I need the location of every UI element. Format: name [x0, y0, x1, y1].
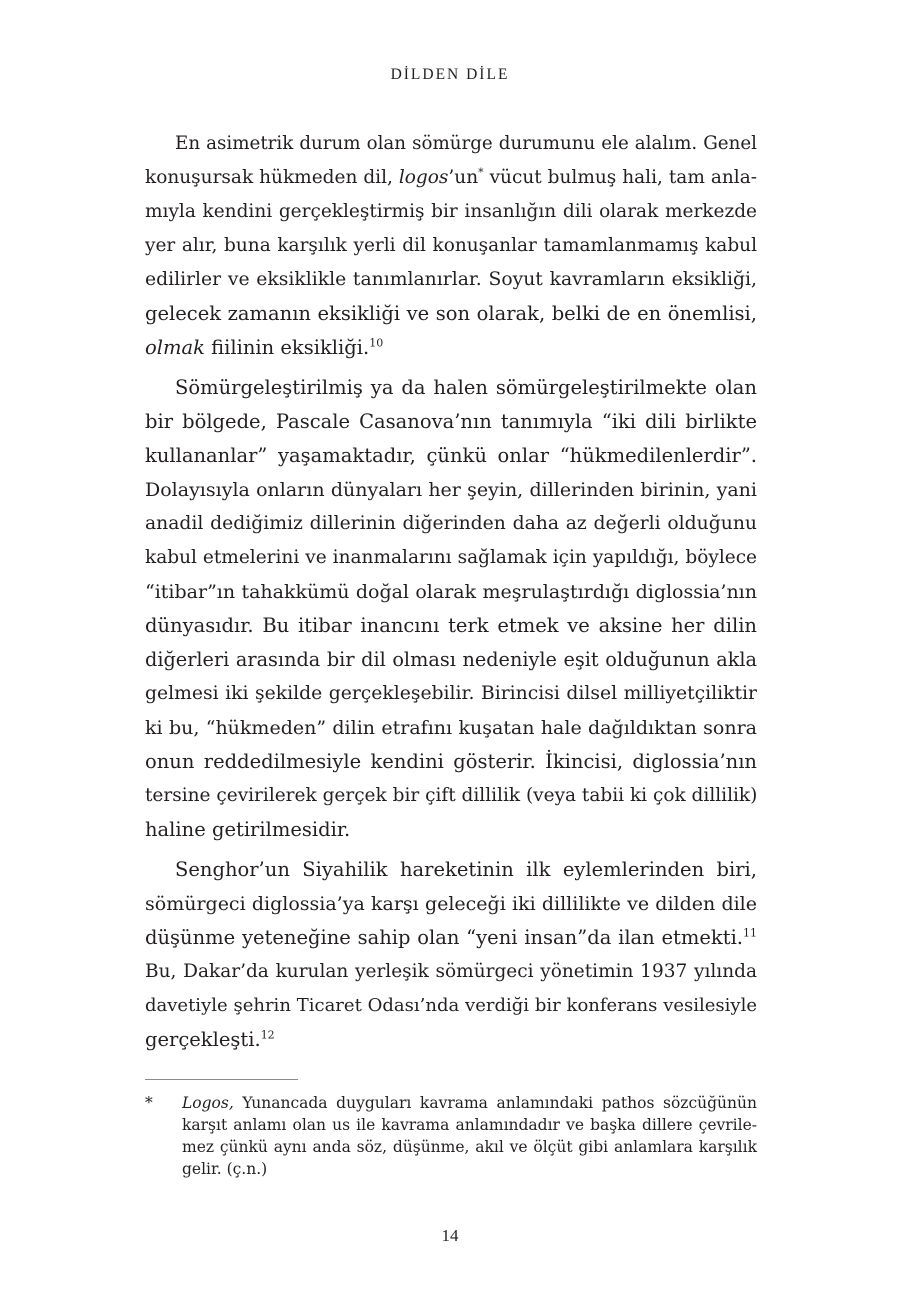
text-line — [145, 711, 757, 745]
text-run: dünyasıdır. Bu itibar inancını terk etmek ve aksine her dilin — [145, 614, 757, 637]
text-run: mıyla kendini gerçekleştirmiş bir insanlığın dili olarak merkezde — [145, 201, 757, 222]
text-run: vücut bulmuş hali, tam anla- — [483, 167, 757, 188]
text-run: karşıt anlamı olan us ile kavrama anlamındadır ve başka dillere çevrile- — [182, 1116, 757, 1134]
text-line — [145, 371, 757, 405]
text-line — [145, 507, 757, 541]
text-run: ’un — [448, 167, 479, 188]
text-run: “itibar”ın tahakkümü doğal olarak meşrulaştırdığı diglossia’nın — [145, 581, 757, 603]
text-line — [145, 161, 757, 195]
text-line — [145, 643, 757, 677]
text-run: kabul etmelerini ve inanmalarını sağlamak için yapıldığı, böylece — [145, 547, 757, 568]
text-line — [145, 677, 757, 711]
footnote-divider — [145, 1079, 298, 1080]
footnote-reference: 12 — [260, 1028, 275, 1042]
footnote-line — [182, 1136, 757, 1158]
text-line — [145, 921, 757, 955]
text-line — [145, 473, 757, 507]
text-run: Sömürgeleştirilmiş ya da halen sömürgeleştirilmekte olan — [175, 376, 757, 399]
footnote — [145, 1092, 757, 1180]
text-run: gelir. (ç.n.) — [182, 1160, 268, 1178]
text-line — [145, 853, 757, 887]
text-run: gelecek zamanın eksikliği ve son olarak, belki de en önemlisi, — [145, 302, 757, 325]
footnote-reference: * — [478, 165, 484, 179]
text-line — [145, 779, 757, 813]
paragraph-2 — [145, 371, 757, 847]
text-line — [145, 745, 757, 779]
text-line — [145, 439, 757, 473]
footnote-reference: 11 — [743, 926, 757, 940]
text-line — [145, 813, 757, 847]
paragraph-3 — [145, 853, 757, 1057]
paragraph-1 — [145, 127, 757, 365]
text-run: konuşursak hükmeden dil, — [145, 167, 399, 188]
footnote-line — [182, 1158, 757, 1180]
text-run: kullananlar” yaşamaktadır, çünkü onlar “hükmedilenlerdir”. — [145, 444, 757, 467]
text-run: düşünme yeteneğine sahip olan “yeni insan”da ilan etmekti. — [145, 926, 743, 949]
text-line — [145, 541, 757, 575]
text-line — [145, 989, 757, 1023]
text-run: Bu, Dakar’da kurulan yerleşik sömürgeci yönetimin 1937 yılında — [145, 961, 757, 982]
running-header: DİLDEN DİLE — [390, 66, 510, 83]
text-run: gelmesi iki şekilde gerçekleşebilir. Birincisi dilsel milliyetçiliktir — [145, 683, 757, 704]
footnote-reference: 10 — [369, 336, 384, 350]
footnote-line — [182, 1092, 757, 1114]
text-run: Senghor’un Siyahilik hareketinin ilk eylemlerinden biri, — [175, 858, 757, 881]
footnote-line — [182, 1114, 757, 1136]
footnote-body — [182, 1092, 757, 1180]
text-run: diğerleri arasında bir dil olması nedeniyle eşit olduğunun akla — [145, 648, 757, 671]
footnote-term: Logos, — [182, 1094, 234, 1112]
text-line — [145, 887, 757, 921]
text-line — [145, 331, 757, 365]
text-run: anadil dediğimiz dillerinin diğerinden daha az değerli olduğunu — [145, 513, 757, 534]
text-run: davetiyle şehrin Ticaret Odası’nda verdiği bir konferans vesilesiyle — [145, 995, 757, 1016]
italic-term: olmak — [145, 336, 205, 359]
text-run: fiilinin eksikliği. — [204, 336, 370, 359]
text-run: Yunancada duyguları kavrama anlamındaki pathos sözcüğünün — [233, 1094, 757, 1112]
text-run: tersine çevirilerek gerçek bir çift dillilik (veya tabii ki çok dillilik) — [145, 785, 758, 806]
text-run: edilirler ve eksiklikle tanımlanırlar. Soyut kavramların eksikliği, — [145, 269, 757, 290]
text-run: haline getirilmesidir. — [145, 818, 351, 841]
text-run: ki bu, “hükmeden” dilin etrafını kuşatan hale dağıldıktan sonra — [145, 717, 757, 739]
text-line — [145, 195, 757, 229]
text-run: mez çünkü aynı anda söz, düşünme, akıl ve ölçüt gibi anlamlara karşılık — [182, 1138, 757, 1156]
text-run: bir bölgede, Pascale Casanova’nın tanımıyla “iki dili birlikte — [145, 410, 757, 433]
text-line — [145, 263, 757, 297]
page-number: 14 — [441, 1226, 459, 1245]
text-run: yer alır, buna karşılık yerli dil konuşanlar tamamlanmamış kabul — [145, 235, 757, 256]
footnote-marker: * — [145, 1094, 153, 1112]
text-line — [145, 609, 757, 643]
text-line — [145, 405, 757, 439]
body-text — [145, 127, 757, 1057]
text-line — [145, 127, 757, 161]
text-line — [145, 955, 757, 989]
italic-term: logos — [398, 167, 449, 188]
text-run: Dolayısıyla onların dünyaları her şeyin, dillerinden birinin, yani — [145, 479, 757, 501]
text-line — [145, 297, 757, 331]
text-run: onun reddedilmesiyle kendini gösterir. İkincisi, diglossia’nın — [145, 750, 757, 773]
text-run: sömürgeci diglossia’ya karşı geleceği iki dillilikte ve dilden dile — [145, 893, 757, 915]
text-line — [145, 229, 757, 263]
text-run: gerçekleşti. — [145, 1028, 261, 1051]
text-run: En asimetrik durum olan sömürge durumunu ele alalım. Genel — [175, 133, 757, 154]
text-line — [145, 1023, 757, 1057]
text-line — [145, 575, 757, 609]
